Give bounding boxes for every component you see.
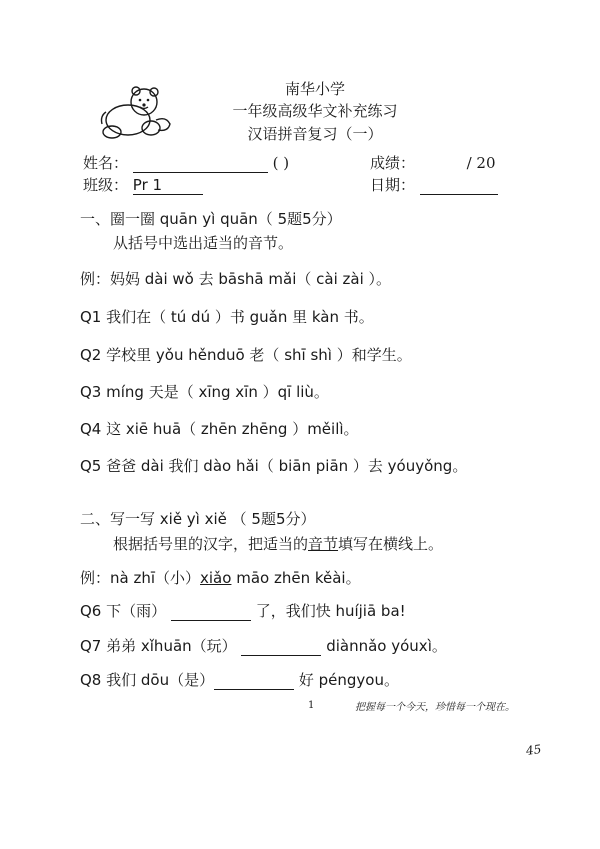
instruction-underlined: 音节: [308, 535, 339, 553]
name-blank[interactable]: [133, 154, 268, 173]
section2-example: [80, 567, 361, 588]
bear-illustration-icon: [96, 82, 176, 142]
section1-title: 一、圈一圈 quān yì quān（ 5题5分）: [80, 210, 342, 228]
example-suffix: māo zhēn kěài。: [231, 569, 361, 587]
q6-answer-blank[interactable]: [171, 602, 251, 621]
example-prefix: 例：nà zhī（小）: [80, 569, 201, 587]
question-q7: [80, 635, 447, 656]
q8-suffix: 好 péngyou。: [298, 671, 399, 689]
section1-instruction: 从括号中选出适当的音节。: [113, 234, 294, 252]
name-row: [83, 152, 289, 173]
instruction-text-end: 填写在横线上。: [338, 535, 444, 553]
school-name: 南华小学: [284, 80, 345, 98]
question-q3[interactable]: Q3 míng 天是（ xīng xīn ）qī liù。: [80, 383, 329, 401]
q7-prefix: Q7 弟弟 xǐhuān（玩）: [80, 637, 237, 655]
instruction-text: 根据括号里的汉字，把适当的: [113, 535, 309, 553]
page-number: 1: [308, 700, 315, 711]
worksheet-unit: 汉语拼音复习（一）: [247, 125, 383, 143]
score-row: [370, 152, 496, 173]
q6-prefix: Q6 下（雨）: [80, 602, 167, 620]
q7-answer-blank[interactable]: [241, 637, 321, 656]
question-q5[interactable]: Q5 爸爸 dài 我们 dào hǎi（ biān piān ）去 yóuyǒng。: [80, 457, 468, 475]
score-label: 成绩：: [370, 154, 416, 172]
section2-title: 二、写一写 xiě yì xiě （ 5题5分）: [80, 510, 316, 528]
class-value[interactable]: Pr 1: [133, 176, 203, 195]
q8-answer-blank[interactable]: [214, 671, 294, 690]
score-total: / 20: [466, 154, 496, 172]
date-label: 日期：: [370, 176, 416, 194]
section1-example: 例：妈妈 dài wǒ 去 bāshā mǎi（ cài zài ）。: [80, 270, 392, 288]
q7-suffix: diànnǎo yóuxì。: [326, 637, 447, 655]
question-q6: [80, 600, 406, 621]
question-q8: [80, 669, 399, 690]
class-row: [83, 174, 203, 195]
class-label: 班级：: [83, 176, 129, 194]
example-answer: xiǎo: [200, 569, 232, 587]
date-blank[interactable]: [420, 176, 498, 195]
worksheet-subtitle: 一年级高级华文补充练习: [232, 102, 398, 120]
section2-instruction: [113, 533, 443, 554]
question-q4[interactable]: Q4 这 xiē huā（ zhēn zhēng ）měilì。: [80, 420, 359, 438]
question-q2[interactable]: Q2 学校里 yǒu hěnduō 老（ shī shì ）和学生。: [80, 346, 412, 364]
q6-suffix: 了，我们快 huíjiā ba!: [255, 602, 406, 620]
question-q1[interactable]: Q1 我们在（ tú dú ）书 guǎn 里 kàn 书。: [80, 308, 374, 326]
q8-prefix: Q8 我们 dōu（是）: [80, 671, 215, 689]
footer-motto: 把握每一个今天，珍惜每一个现在。: [355, 702, 515, 713]
name-label: 姓名：: [83, 154, 129, 172]
date-row: [370, 174, 498, 195]
corner-number: 45: [525, 742, 543, 758]
number-paren[interactable]: ( ): [272, 154, 290, 172]
